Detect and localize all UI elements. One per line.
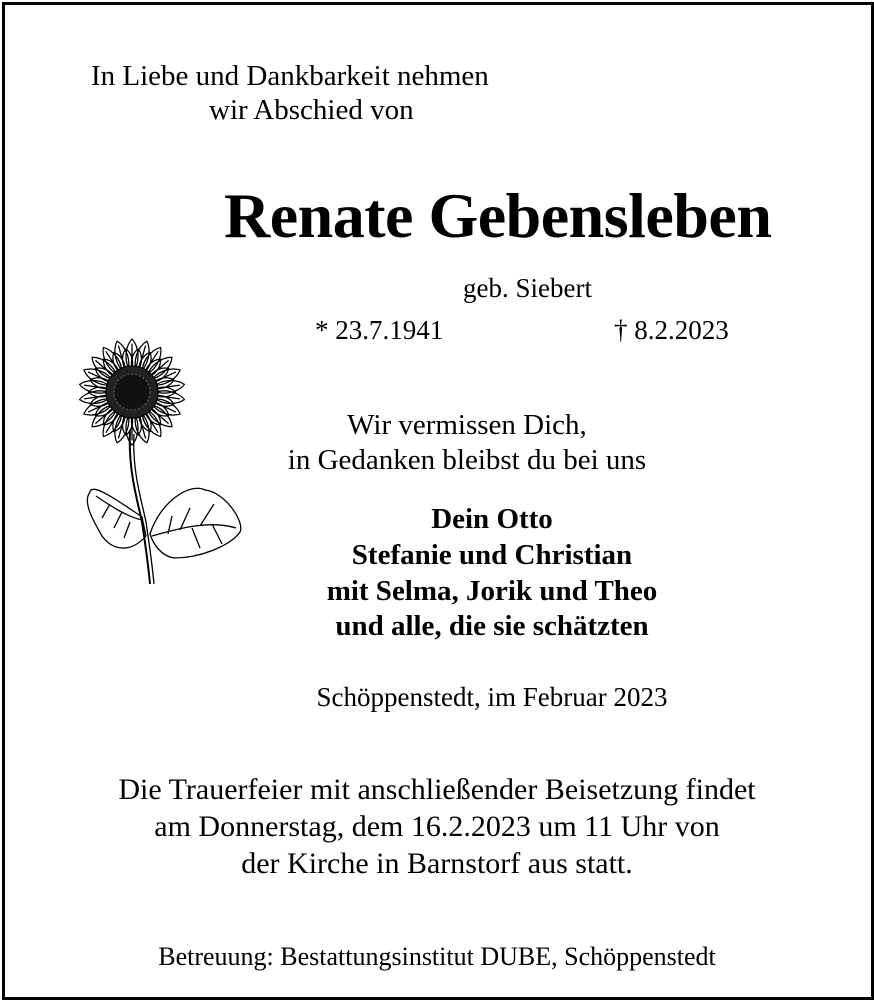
service-line-3: der Kirche in Barnstorf aus statt. bbox=[241, 847, 633, 880]
intro-line-2: wir Abschied von bbox=[209, 94, 414, 126]
intro-line-1: In Liebe und Dankbarkeit nehmen bbox=[91, 60, 489, 92]
family-line-1: Dein Otto bbox=[431, 503, 553, 535]
verse-line-1: Wir vermissen Dich, bbox=[347, 409, 587, 441]
place-date: Schöppenstedt, im Februar 2023 bbox=[316, 682, 668, 712]
verse-line-2: in Gedanken bleibst du bei uns bbox=[287, 444, 647, 476]
birth-date: * 23.7.1941 bbox=[315, 315, 444, 345]
service-line-1: Die Trauerfeier mit anschließender Beisetzung findet bbox=[118, 773, 756, 806]
deceased-name: Renate Gebensleben bbox=[224, 180, 772, 251]
maiden-name: geb. Siebert bbox=[463, 273, 592, 303]
service-line-2: am Donnerstag, dem 16.2.2023 um 11 Uhr von bbox=[154, 810, 720, 843]
funeral-home-footer: Betreuung: Bestattungsinstitut DUBE, Schöppenstedt bbox=[158, 942, 716, 971]
family-line-4: und alle, die sie schätzten bbox=[335, 610, 649, 642]
family-line-2: Stefanie und Christian bbox=[351, 539, 633, 571]
death-date: † 8.2.2023 bbox=[614, 315, 729, 345]
family-line-3: mit Selma, Jorik und Theo bbox=[326, 575, 658, 607]
